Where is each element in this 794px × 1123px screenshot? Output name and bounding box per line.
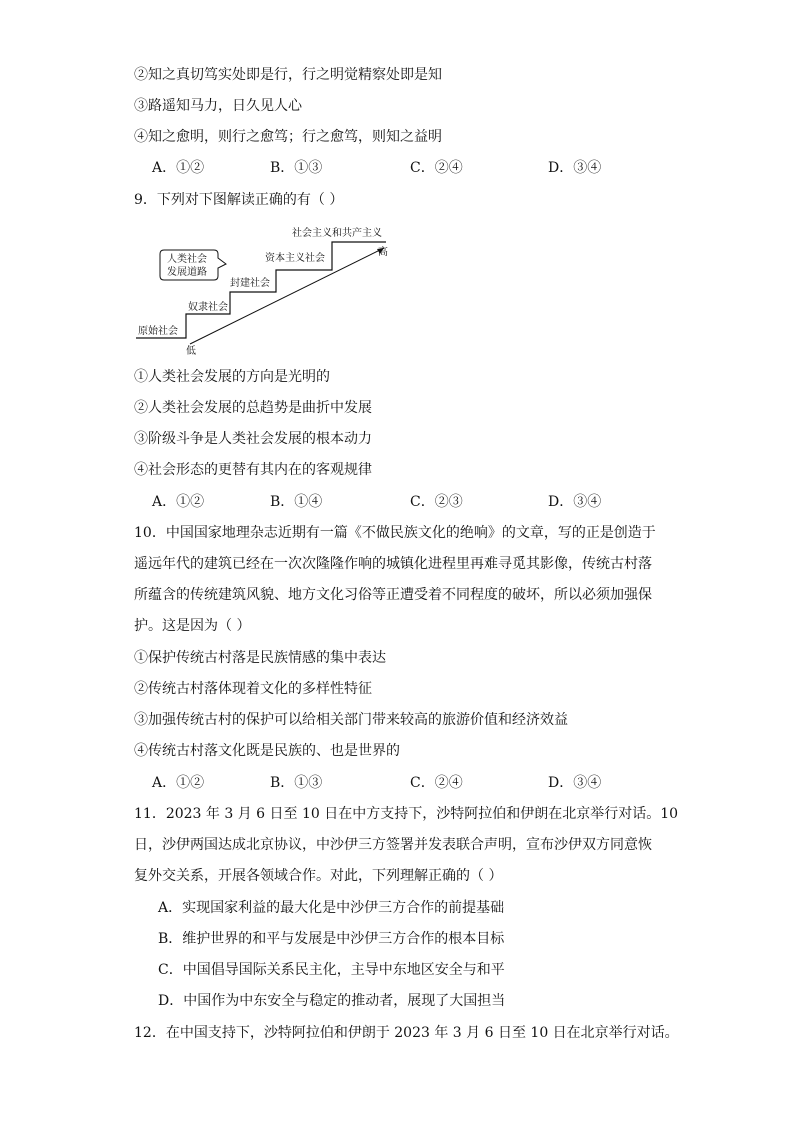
q10-option-d[interactable]: D．③④ xyxy=(548,775,602,791)
q9-option-a[interactable]: A．①② xyxy=(152,494,205,510)
q12-stem-line-1: 12．在中国支持下，沙特阿拉伯和伊朗于 2023 年 3 月 6 日至 10 日在北京举行对话。 xyxy=(134,1025,679,1041)
bubble-line-1: 人类社会 xyxy=(167,254,207,265)
q10-stem-line-4: 护。这是因为（ ） xyxy=(134,618,251,634)
q10-statement-1: ①保护传统古村落是民族情感的集中表达 xyxy=(134,650,386,666)
q8-option-c[interactable]: C．②④ xyxy=(410,160,463,176)
society-development-diagram xyxy=(134,224,404,358)
stage-feudal: 封建社会 xyxy=(230,278,270,289)
q11-stem-line-2: 日，沙伊两国达成北京协议，中沙伊三方签署并发表联合声明，宣布沙伊双方同意恢 xyxy=(134,837,652,853)
q11-stem-line-1: 11．2023 年 3 月 6 日至 10 日在中方支持下，沙特阿拉伯和伊朗在北京举行对话。10 xyxy=(134,806,679,822)
q10-statement-2: ②传统古村落体现着文化的多样性特征 xyxy=(134,681,372,697)
low-label: 低 xyxy=(186,346,196,357)
q11-option-b[interactable]: B．维护世界的和平与发展是中沙伊三方合作的根本目标 xyxy=(158,931,505,947)
high-label: 高 xyxy=(378,247,388,258)
q10-stem-line-1: 10．中国国家地理杂志近期有一篇《不做民族文化的绝响》的文章，写的正是创造于 xyxy=(134,525,656,541)
q9-option-d[interactable]: D．③④ xyxy=(548,494,602,510)
stage-socialist-communist: 社会主义和共产主义 xyxy=(292,228,382,239)
stage-primitive: 原始社会 xyxy=(138,326,178,337)
q9-option-b[interactable]: B．①④ xyxy=(270,494,323,510)
q10-option-b[interactable]: B．①③ xyxy=(270,775,323,791)
q10-option-c[interactable]: C．②④ xyxy=(410,775,463,791)
q11-option-d[interactable]: D．中国作为中东安全与稳定的推动者，展现了大国担当 xyxy=(158,993,506,1009)
q11-option-a[interactable]: A．实现国家利益的最大化是中沙伊三方合作的前提基础 xyxy=(158,900,505,916)
stage-capitalist: 资本主义社会 xyxy=(265,253,325,264)
q8-option-d[interactable]: D．③④ xyxy=(548,160,602,176)
bubble-line-2: 发展道路 xyxy=(167,267,207,278)
q10-stem-line-2: 遥远年代的建筑已经在一次次隆隆作响的城镇化进程里再难寻觅其影像，传统古村落 xyxy=(134,556,652,572)
q9-statement-1: ①人类社会发展的方向是光明的 xyxy=(134,369,330,385)
q9-statement-2: ②人类社会发展的总趋势是曲折中发展 xyxy=(134,400,372,416)
q8-option-a[interactable]: A．①② xyxy=(152,160,205,176)
q10-option-a[interactable]: A．①② xyxy=(152,775,205,791)
q10-statement-4: ④传统古村落文化既是民族的、也是世界的 xyxy=(134,743,400,759)
q8-option-b[interactable]: B．①③ xyxy=(270,160,323,176)
q8-statement-3: ③路遥知马力，日久见人心 xyxy=(134,98,302,114)
q8-statement-2: ②知之真切笃实处即是行，行之明觉精察处即是知 xyxy=(134,67,442,83)
q9-stem: 9．下列对下图解读正确的有（ ） xyxy=(134,192,344,208)
q11-stem-line-3: 复外交关系，开展各领域合作。对此，下列理解正确的（ ） xyxy=(134,868,503,884)
q9-option-c[interactable]: C．②③ xyxy=(410,494,463,510)
q9-statement-4: ④社会形态的更替有其内在的客观规律 xyxy=(134,462,372,478)
stage-slave: 奴隶社会 xyxy=(188,302,228,313)
q11-option-c[interactable]: C．中国倡导国际关系民主化，主导中东地区安全与和平 xyxy=(158,962,505,978)
q8-statement-4: ④知之愈明，则行之愈笃；行之愈笃，则知之益明 xyxy=(134,129,442,145)
q9-statement-3: ③阶级斗争是人类社会发展的根本动力 xyxy=(134,431,372,447)
q10-statement-3: ③加强传统古村的保护可以给相关部门带来较高的旅游价值和经济效益 xyxy=(134,712,568,728)
q10-stem-line-3: 所蕴含的传统建筑风貌、地方文化习俗等正遭受着不同程度的破坏，所以必须加强保 xyxy=(134,587,652,603)
